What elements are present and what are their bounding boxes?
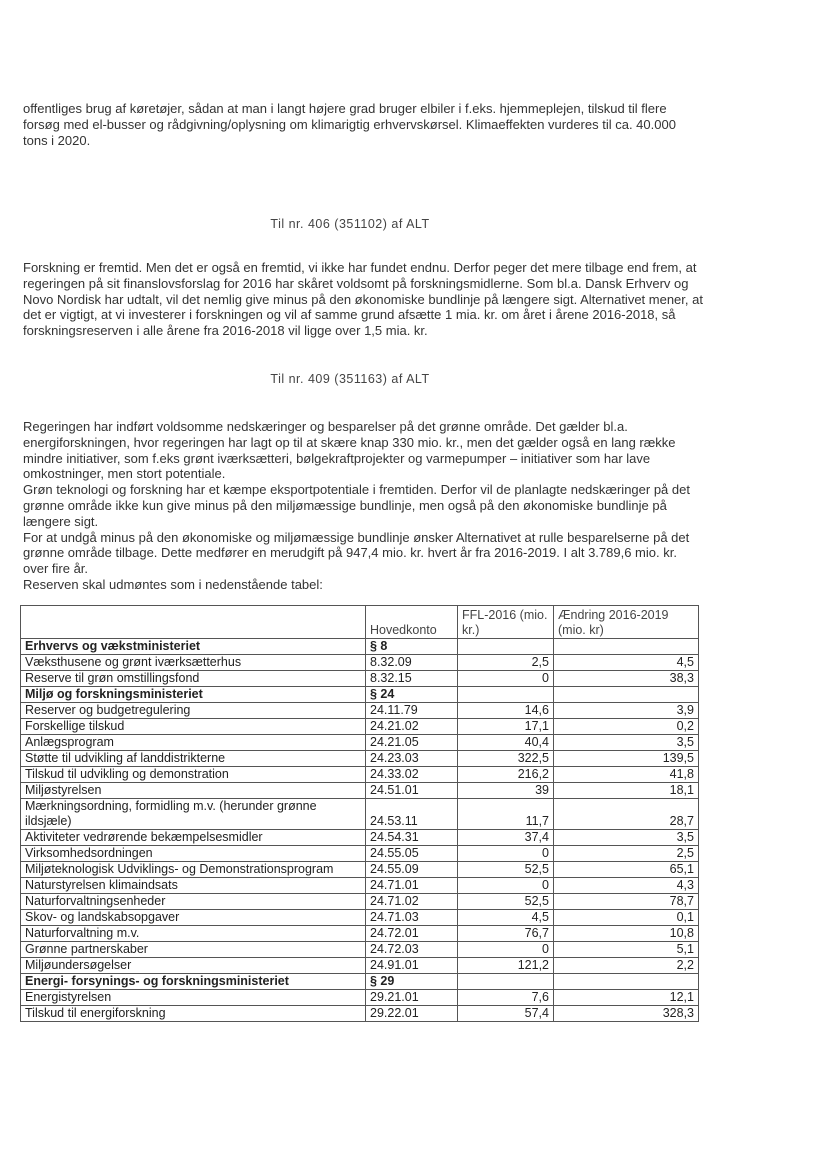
table-row (21, 655, 699, 671)
cell-ffl: 14,6 (458, 703, 554, 719)
cell-change: 4,5 (554, 655, 699, 671)
cell-ffl: 52,5 (458, 894, 554, 910)
cell-change: 12,1 (554, 990, 699, 1006)
cell-ffl: 7,6 (458, 990, 554, 1006)
cell-ffl: 52,5 (458, 862, 554, 878)
cell-name: Miljøstyrelsen (21, 783, 366, 799)
cell-ffl: 40,4 (458, 735, 554, 751)
cell-account: 24.71.03 (366, 910, 458, 926)
cell-account: § 24 (366, 687, 458, 703)
cell-ffl (458, 639, 554, 655)
heading-406: Til nr. 406 (351102) af ALT (270, 217, 430, 231)
cell-name: Miljø og forskningsministeriet (21, 687, 366, 703)
cell-account: 8.32.09 (366, 655, 458, 671)
cell-account: 24.21.02 (366, 719, 458, 735)
table-section-row (21, 974, 699, 990)
cell-account: 24.54.31 (366, 830, 458, 846)
paragraph-text: For at undgå minus på den økonomiske og miljømæssige bundlinje ønsker Alternativet at rulle besparelserne på det grønne område tilbage. Dette medfører en merudgift på 947,4 mio. kr. hvert år fra 2016-2019. I alt 3.789,6 mio. kr. over fire år. (23, 529, 690, 577)
header-ffl: FFL-2016 (mio. kr.) (458, 606, 554, 639)
cell-change: 3,9 (554, 703, 699, 719)
cell-ffl (458, 687, 554, 703)
cell-ffl: 37,4 (458, 830, 554, 846)
table-row (21, 783, 699, 799)
cell-name: Naturforvaltningsenheder (21, 894, 366, 910)
table-row (21, 926, 699, 942)
cell-ffl: 17,1 (458, 719, 554, 735)
header-account: Hovedkonto (366, 606, 458, 639)
table-row (21, 894, 699, 910)
cell-ffl: 121,2 (458, 958, 554, 974)
header-name (21, 606, 366, 639)
cell-account: 24.55.09 (366, 862, 458, 878)
cell-ffl: 0 (458, 671, 554, 687)
cell-name: Tilskud til udvikling og demonstration (21, 767, 366, 783)
cell-change: 2,2 (554, 958, 699, 974)
cell-name: Naturforvaltning m.v. (21, 926, 366, 942)
cell-name: Skov- og landskabsopgaver (21, 910, 366, 926)
cell-change (554, 974, 699, 990)
cell-ffl (458, 974, 554, 990)
cell-change: 4,3 (554, 878, 699, 894)
table-row (21, 958, 699, 974)
cell-ffl: 0 (458, 942, 554, 958)
table-row (21, 1006, 699, 1022)
cell-account: § 8 (366, 639, 458, 655)
cell-name: Forskellige tilskud (21, 719, 366, 735)
paragraph-text: Reserven skal udmøntes som i nedenstående tabel: (23, 576, 323, 592)
cell-change: 2,5 (554, 846, 699, 862)
cell-account: 24.23.03 (366, 751, 458, 767)
table-row (21, 990, 699, 1006)
cell-change (554, 687, 699, 703)
cell-account: 24.51.01 (366, 783, 458, 799)
cell-change: 18,1 (554, 783, 699, 799)
table-row (21, 767, 699, 783)
budget-table (20, 605, 699, 1022)
paragraph-text: Grøn teknologi og forskning har et kæmpe eksportpotentiale i fremtiden. Derfor vil de planlagte nedskæringer på det grønne område ikke kun give minus på den miljømæssige bundlinje, men også på den økonomiske bundlinje på længere sigt. (23, 482, 690, 529)
cell-account: 24.91.01 (366, 958, 458, 974)
cell-account: 24.11.79 (366, 703, 458, 719)
cell-change: 65,1 (554, 862, 699, 878)
cell-ffl: 57,4 (458, 1006, 554, 1022)
cell-account: 24.71.01 (366, 878, 458, 894)
cell-account: § 29 (366, 974, 458, 990)
table-row (21, 910, 699, 926)
cell-change: 5,1 (554, 942, 699, 958)
table-section-row (21, 639, 699, 655)
table-header-row (21, 606, 699, 639)
cell-account: 8.32.15 (366, 671, 458, 687)
cell-change: 0,2 (554, 719, 699, 735)
cell-name: Naturstyrelsen klimaindsats (21, 878, 366, 894)
table-section-row (21, 687, 699, 703)
table-row (21, 878, 699, 894)
header-change: Ændring 2016-2019 (mio. kr) (554, 606, 699, 639)
table-row (21, 799, 699, 830)
cell-ffl: 76,7 (458, 926, 554, 942)
green-paragraph (23, 419, 703, 593)
cell-name: Energi- forsynings- og forskningsministeriet (21, 974, 366, 990)
cell-change: 3,5 (554, 735, 699, 751)
cell-ffl: 11,7 (458, 799, 554, 830)
intro-paragraph (23, 101, 703, 148)
paragraph-text: Forskning er fremtid. Men det er også en fremtid, vi ikke har fundet endnu. Derfor peger det mere tilbage end frem, at regeringen på sit finanslovsforslag for 2016 har skåret voldsomt på forskningsmidlerne. Som bl.a. Dansk Erhverv og Novo Nordisk har udtalt, vil det nemlig give minus på den økonomiske bundlinje på længere sigt. Alternativet mener, at det er vigtigt, at vi investerer i forskningen og vil af samme grund afsætte 1 mia. kr. om året i årene 2016-2018, så forskningsreserven i alle årene fra 2016-2018 vil ligge over 1,5 mia. kr. (23, 260, 703, 339)
cell-name: Virksomhedsordningen (21, 846, 366, 862)
cell-name: Energistyrelsen (21, 990, 366, 1006)
cell-account: 24.71.02 (366, 894, 458, 910)
cell-name: Grønne partnerskaber (21, 942, 366, 958)
cell-name: Reserve til grøn omstillingsfond (21, 671, 366, 687)
paragraph-text: offentliges brug af køretøjer, sådan at man i langt højere grad bruger elbiler i f.eks. hjemmeplejen, tilskud til flere forsøg med el-busser og rådgivning/oplysning om klimarigtig erhvervskørsel. Klimaeffekten vurderes til ca. 40.000 tons i 2020. (23, 101, 676, 148)
table-row (21, 942, 699, 958)
cell-name: Miljøundersøgelser (21, 958, 366, 974)
table-row (21, 862, 699, 878)
cell-change: 0,1 (554, 910, 699, 926)
table-row (21, 703, 699, 719)
cell-account: 24.72.03 (366, 942, 458, 958)
paragraph-text: Regeringen har indført voldsomme nedskæringer og besparelser på det grønne område. Det gælder bl.a. energiforskningen, hvor regeringen har lagt op til at skære knap 330 mio. kr., men det gælder også en lang række mindre initiativer, som f.eks grønt iværksætteri, bølgekraftprojekter og varmepumper – initiativer som har lave omkostninger, men stort potentiale. (23, 419, 676, 482)
cell-change: 41,8 (554, 767, 699, 783)
cell-name: Væksthusene og grønt iværksætterhus (21, 655, 366, 671)
cell-ffl: 4,5 (458, 910, 554, 926)
cell-change: 3,5 (554, 830, 699, 846)
table-body (21, 639, 699, 1022)
table-row (21, 671, 699, 687)
heading-409: Til nr. 409 (351163) af ALT (270, 372, 430, 386)
cell-name: Mærkningsordning, formidling m.v. (herunder grønne ildsjæle) (21, 799, 366, 830)
cell-name: Erhvervs og vækstministeriet (21, 639, 366, 655)
cell-change: 78,7 (554, 894, 699, 910)
table-row (21, 751, 699, 767)
cell-ffl: 0 (458, 846, 554, 862)
cell-account: 24.21.05 (366, 735, 458, 751)
cell-change: 28,7 (554, 799, 699, 830)
cell-change: 139,5 (554, 751, 699, 767)
cell-change (554, 639, 699, 655)
table-row (21, 830, 699, 846)
cell-account: 24.55.05 (366, 846, 458, 862)
cell-name: Støtte til udvikling af landdistrikterne (21, 751, 366, 767)
cell-name: Tilskud til energiforskning (21, 1006, 366, 1022)
cell-name: Aktiviteter vedrørende bekæmpelsesmidler (21, 830, 366, 846)
cell-name: Miljøteknologisk Udviklings- og Demonstrationsprogram (21, 862, 366, 878)
cell-ffl: 216,2 (458, 767, 554, 783)
cell-account: 29.22.01 (366, 1006, 458, 1022)
table-row (21, 846, 699, 862)
cell-ffl: 0 (458, 878, 554, 894)
table-row (21, 735, 699, 751)
table-row (21, 719, 699, 735)
cell-change: 10,8 (554, 926, 699, 942)
cell-ffl: 322,5 (458, 751, 554, 767)
research-paragraph (23, 260, 703, 339)
cell-change: 38,3 (554, 671, 699, 687)
cell-account: 29.21.01 (366, 990, 458, 1006)
cell-account: 24.53.11 (366, 799, 458, 830)
cell-change: 328,3 (554, 1006, 699, 1022)
cell-ffl: 39 (458, 783, 554, 799)
cell-account: 24.33.02 (366, 767, 458, 783)
cell-name: Anlægsprogram (21, 735, 366, 751)
cell-ffl: 2,5 (458, 655, 554, 671)
cell-account: 24.72.01 (366, 926, 458, 942)
cell-name: Reserver og budgetregulering (21, 703, 366, 719)
